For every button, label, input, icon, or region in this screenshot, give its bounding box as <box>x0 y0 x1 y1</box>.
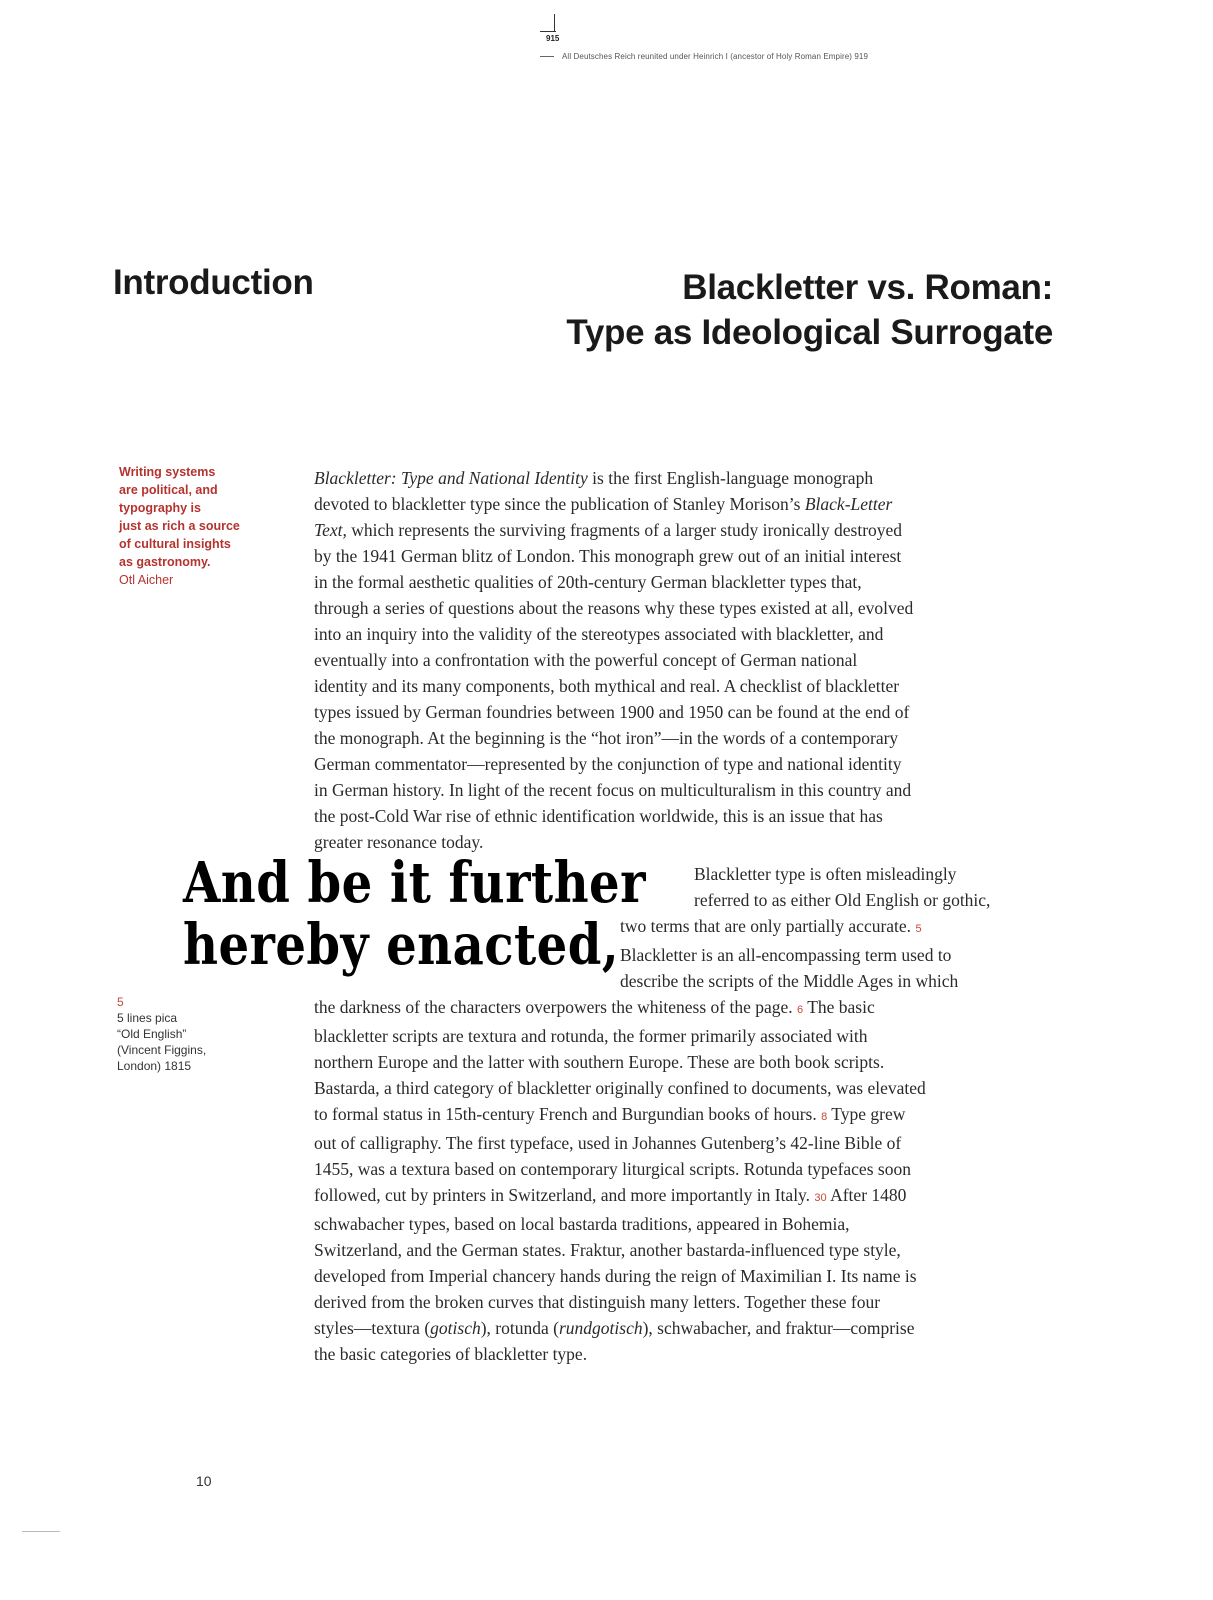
timeline-text: All Deutsches Reich reunited under Heinrich I (ancestor of Holy Roman Empire) 919 <box>562 52 869 61</box>
section-heading: Introduction <box>113 263 314 302</box>
page-number: 10 <box>196 1473 212 1489</box>
footnote-marker: 5 <box>915 923 922 935</box>
specimen-caption: 5 5 lines pica “Old English” (Vincent Figgins, London) 1815 <box>117 994 237 1074</box>
timeline-dash <box>540 56 554 57</box>
footnote-marker: 5 <box>117 995 124 1009</box>
timeline-marker-horizontal <box>540 31 556 32</box>
sidebar-quote <box>119 463 269 589</box>
footnote-marker: 8 <box>821 1111 828 1123</box>
blackletter-paragraph: Blackletter type is often misleadingly referred to as either Old English or gothic, two terms that are only partially accurate. 5 Blackletter is an all-encompassing term used to describe the scripts of the Middle Ages in which the darkness of the characters overpowers the whiteness of the page. 6 The basic blackletter scripts are textura and rotunda, the former primarily associated with northern Europe and the latter with southern Europe. These are both book scripts. Bastarda, a third category of blackletter originally confined to documents, was elevated to formal status in 15th-century French and Burgundian books of hours. 8 Type grew out of calligraphy. The first typeface, used in Johannes Gutenberg’s 42-line Bible of 1455, was a textura based on contemporary liturgical scripts. Rotunda typefaces soon followed, cut by printers in Switzerland, and more importantly in Italy. 30 After 1480 schwabacher types, based on local bastarda traditions, appeared in Bohemia, Switzerland, and the German states. Fraktur, another bastarda-influenced type style, developed from Imperial chancery hands during the reign of Maximilian I. Its name is derived from the broken curves that distinguish many letters. Together these four styles—textura (gotisch), rotunda (rundgotisch), schwabacher, and fraktur—comprise the basic categories of blackletter type. <box>314 864 991 1364</box>
corner-dash <box>22 1531 60 1532</box>
timeline-marker-vertical <box>554 14 555 32</box>
quote-text: Writing systems are political, and typography is just as rich a source of cultural insights as gastronomy. <box>119 465 240 569</box>
timeline-year: 915 <box>546 34 560 43</box>
specimen-line-1: And be it further <box>183 850 646 916</box>
chapter-title <box>566 265 1053 355</box>
footnote-marker: 6 <box>797 1004 804 1016</box>
specimen-line-2: hereby enacted, <box>183 912 620 978</box>
chapter-title-line-1: Blackletter vs. Roman: <box>682 268 1053 307</box>
chapter-title-line-2: Type as Ideological Surrogate <box>566 313 1053 352</box>
quote-author: Otl Aicher <box>119 573 174 587</box>
intro-paragraph: Blackletter: Type and National Identity is the first English-language monograph devoted to blackletter type since the publication of Stanley Morison’s Black-Letter Text, which represents the surviving fragments of a larger study ironically destroyed by the 1941 German blitz of London. This monograph grew out of an initial interest in the formal aesthetic qualities of 20th-century German blackletter types that, through a series of questions about the reasons why these types existed at all, evolved into an inquiry into the validity of the stereotypes associated with blackletter, and eventually into a confrontation with the powerful concept of German national identity and its many components, both mythical and real. A checklist of blackletter types issued by German foundries between 1900 and 1950 can be found at the end of the monograph. At the beginning is the “hot iron”—in the words of a contemporary German commentator—represented by the conjunction of type and national identity in German history. In light of the recent focus on multiculturalism in this country and the post-Cold War rise of ethnic identification worldwide, this is an issue that has greater resonance today. <box>314 468 914 852</box>
footnote-marker: 30 <box>814 1192 827 1204</box>
